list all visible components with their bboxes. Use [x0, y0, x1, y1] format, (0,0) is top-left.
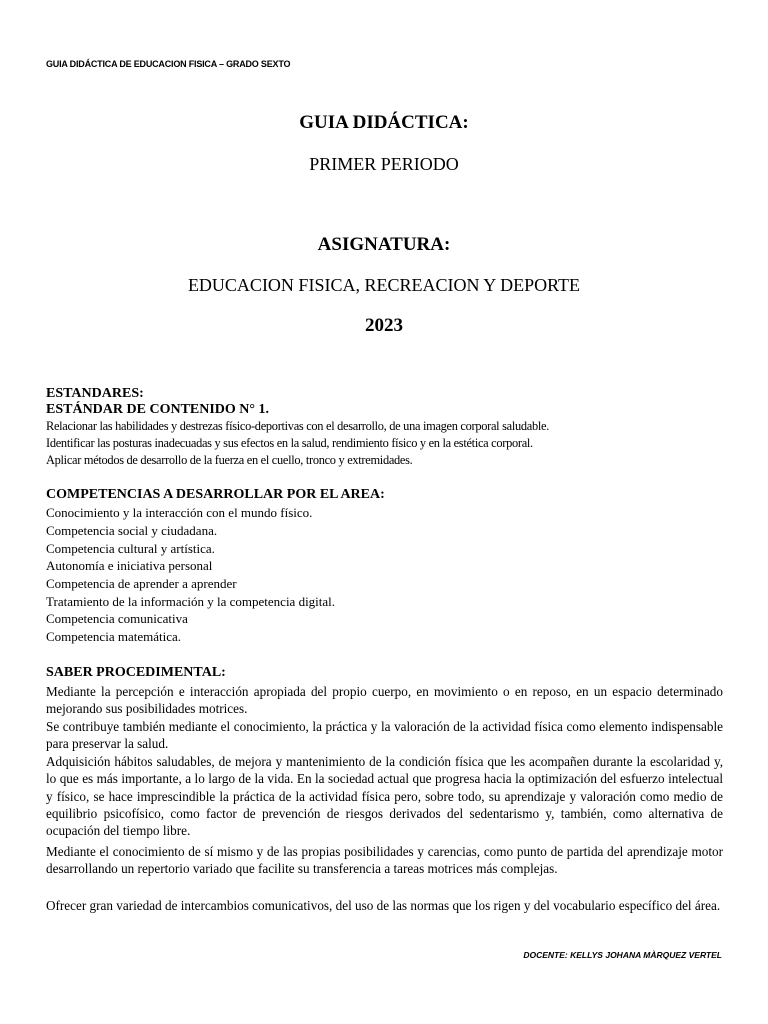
competencies-heading: COMPETENCIAS A DESARROLLAR POR EL AREA:: [46, 487, 385, 502]
period-label: PRIMER PERIODO: [309, 154, 459, 174]
subject-name: EDUCACION FISICA, RECREACION Y DEPORTE: [187, 275, 581, 295]
standard-item: Identificar las posturas inadecuadas y sus efectos en la salud, rendimiento físico y en la estética corporal.: [46, 436, 533, 450]
procedural-paragraph: Ofrecer gran variedad de intercambios comunicativos, del uso de las normas que los rigen y del vocabulario específico del área.: [46, 898, 721, 913]
competency-item: Competencia de aprender a aprender: [46, 576, 237, 591]
competency-item: Competencia matemática.: [46, 629, 181, 644]
competency-item: Competencia social y ciudadana.: [46, 523, 218, 538]
standard-item: Aplicar métodos de desarrollo de la fuerza en el cuello, tronco y extremidades.: [46, 453, 413, 467]
year-label: 2023: [365, 315, 403, 336]
running-header: GUIA DIDÁCTICA DE EDUCACION FISICA – GRADO SEXTO: [46, 59, 291, 69]
standard-item: Relacionar las habilidades y destrezas físico-deportivas con el desarrollo, de una imagen corporal saludable.: [46, 419, 549, 433]
teacher-footer: DOCENTE: KELLYS JOHANA MÀRQUEZ VERTEL: [523, 950, 722, 960]
standards-heading: ESTANDARES:: [46, 386, 144, 401]
guide-title: GUIA DIDÁCTICA:: [299, 112, 469, 133]
procedural-paragraph: Mediante la percepción e interacción apropiada del propio cuerpo, en movimiento o en reposo, en un espacio determinado mejorando sus posibilidades motrices.: [46, 684, 723, 717]
procedural-paragraph: Se contribuye también mediante el conocimiento, la práctica y la valoración de la actividad física como elemento indispensable para preservar la salud.: [46, 719, 723, 752]
competency-item: Autonomía e iniciativa personal: [46, 558, 213, 573]
competency-item: Tratamiento de la información y la competencia digital.: [46, 594, 336, 609]
competency-item: Competencia comunicativa: [46, 611, 188, 626]
procedural-paragraph: Mediante el conocimiento de sí mismo y de las propias posibilidades y carencias, como punto de partida del aprendizaje motor desarrollando un repertorio variado que facilite su transferencia a tareas motrices más complejas.: [46, 844, 723, 877]
competency-item: Competencia cultural y artística.: [46, 541, 215, 556]
procedural-heading: SABER PROCEDIMENTAL:: [46, 665, 226, 680]
subject-heading: ASIGNATURA:: [317, 234, 451, 255]
procedural-paragraph: Adquisición hábitos saludables, de mejora y mantenimiento de la condición física que les acompañen durante la escolaridad y, lo que es más importante, a lo largo de la vida. En la sociedad actual que progresa hacia la optimización del esfuerzo intelectual y físico, se hace imprescindible la práctica de la actividad física pero, sobre todo, su aprendizaje y valoración como medio de equilibrio psicofísico, como factor de prevención de riesgos derivados del sedentarismo y, también, como alternativa de ocupación del tiempo libre.: [46, 754, 723, 839]
standard-content-heading: ESTÁNDAR DE CONTENIDO N° 1.: [46, 402, 270, 417]
competency-item: Conocimiento y la interacción con el mundo físico.: [46, 505, 313, 520]
